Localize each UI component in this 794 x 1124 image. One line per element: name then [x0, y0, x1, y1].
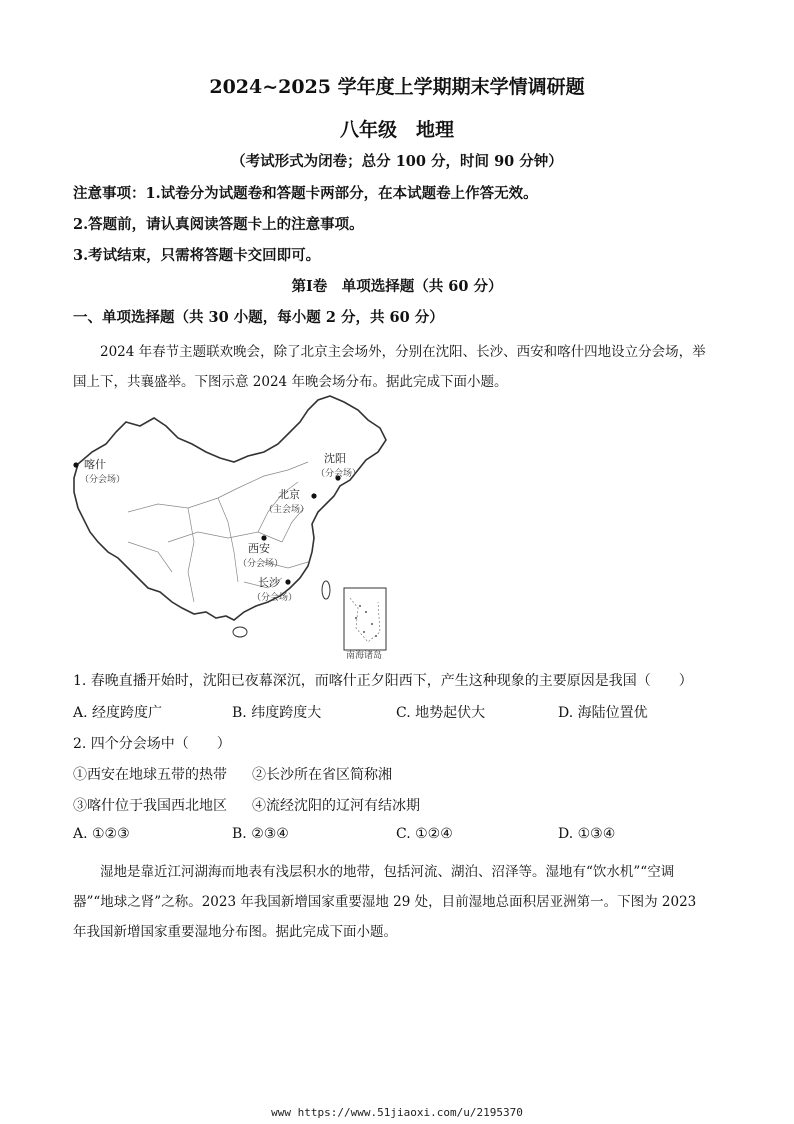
- city-dot-kashi: [73, 462, 78, 467]
- city-sub-xian: （分会场）: [238, 559, 284, 569]
- passage1-line2: 国上下，共襄盛举。下图示意 2024 年晚会场分布。据此完成下面小题。: [73, 374, 508, 390]
- city-label-beijing: 北京: [278, 488, 300, 501]
- city-dot-xian: [261, 535, 266, 540]
- taiwan-island: [322, 581, 330, 599]
- q2-statement-4: ④流经沈阳的辽河有结冰期: [252, 798, 420, 814]
- note-3: 3.考试结束，只需将答题卡交回即可。: [73, 247, 321, 264]
- passage2-line1: 湿地是靠近江河湖海而地表有浅层积水的地带，包括河流、湖泊、沼泽等。湿地有“饮水机”“空调: [100, 864, 675, 880]
- city-dot-beijing: [311, 493, 316, 498]
- q1-option-c[interactable]: C. 地势起伏大: [396, 705, 486, 721]
- city-sub-shenyang: （分会场）: [316, 469, 362, 479]
- q1-option-a[interactable]: A. 经度跨度广: [73, 705, 163, 721]
- hainan-island: [233, 627, 247, 637]
- city-sub-beijing: （主会场）: [264, 505, 310, 515]
- q2-option-b[interactable]: B. ②③④: [232, 826, 289, 842]
- q2-statement-3: ③喀什位于我国西北地区: [73, 798, 227, 814]
- exam-info: （考试形式为闭卷；总分 100 分，时间 90 分钟）: [231, 153, 563, 170]
- q2-option-d[interactable]: D. ①③④: [558, 826, 616, 842]
- city-label-shenyang: 沈阳: [324, 452, 346, 465]
- section-title: 第Ⅰ卷 单项选择题（共 60 分）: [291, 278, 503, 295]
- passage2-line3: 年我国新增国家重要湿地分布图。据此完成下面小题。: [73, 924, 397, 940]
- part-heading: 一、单项选择题（共 30 小题，每小题 2 分，共 60 分）: [73, 309, 444, 326]
- q2-statement-1: ①西安在地球五带的热带: [73, 767, 227, 783]
- note-1: 注意事项：1.试卷分为试题卷和答题卡两部分，在本试题卷上作答无效。: [73, 185, 538, 202]
- city-label-kashi: 喀什: [84, 458, 106, 471]
- inset-label: 南海诸岛: [346, 651, 383, 661]
- china-venue-map: [68, 392, 418, 664]
- city-dot-changsha: [285, 579, 290, 584]
- exam-title: 2024~2025 学年度上学期期末学情调研题: [209, 76, 585, 98]
- city-sub-kashi: （分会场）: [80, 475, 126, 485]
- passage2-line2: 器”“地球之肾”之称。2023 年我国新增国家重要湿地 29 处，目前湿地总面积居亚洲第一。下图为 2023: [73, 894, 697, 910]
- south-china-sea-inset: [344, 588, 386, 661]
- q1-option-b[interactable]: B. 纬度跨度大: [232, 705, 322, 721]
- q2-statement-2: ②长沙所在省区简称湘: [252, 767, 392, 783]
- q1-stem: 1. 春晚直播开始时，沈阳已夜幕深沉，而喀什正夕阳西下，产生这种现象的主要原因是我国（ ）: [73, 673, 693, 689]
- q1-option-d[interactable]: D. 海陆位置优: [558, 705, 648, 721]
- city-label-changsha: 长沙: [258, 576, 280, 589]
- city-sub-changsha: （分会场）: [252, 593, 298, 603]
- passage1-line1: 2024 年春节主题联欢晚会，除了北京主会场外，分别在沈阳、长沙、西安和喀什四地设立分会场，举: [100, 344, 706, 360]
- exam-subtitle: 八年级 地理: [339, 119, 454, 141]
- q2-stem: 2. 四个分会场中（ ）: [73, 736, 231, 752]
- footer-url[interactable]: www https://www.51jiaoxi.com/u/2195370: [271, 1106, 523, 1119]
- q2-option-c[interactable]: C. ①②④: [396, 826, 453, 842]
- note-2: 2.答题前，请认真阅读答题卡上的注意事项。: [73, 216, 364, 233]
- city-label-xian: 西安: [248, 542, 270, 555]
- q2-option-a[interactable]: A. ①②③: [73, 826, 130, 842]
- china-outline: [74, 396, 386, 620]
